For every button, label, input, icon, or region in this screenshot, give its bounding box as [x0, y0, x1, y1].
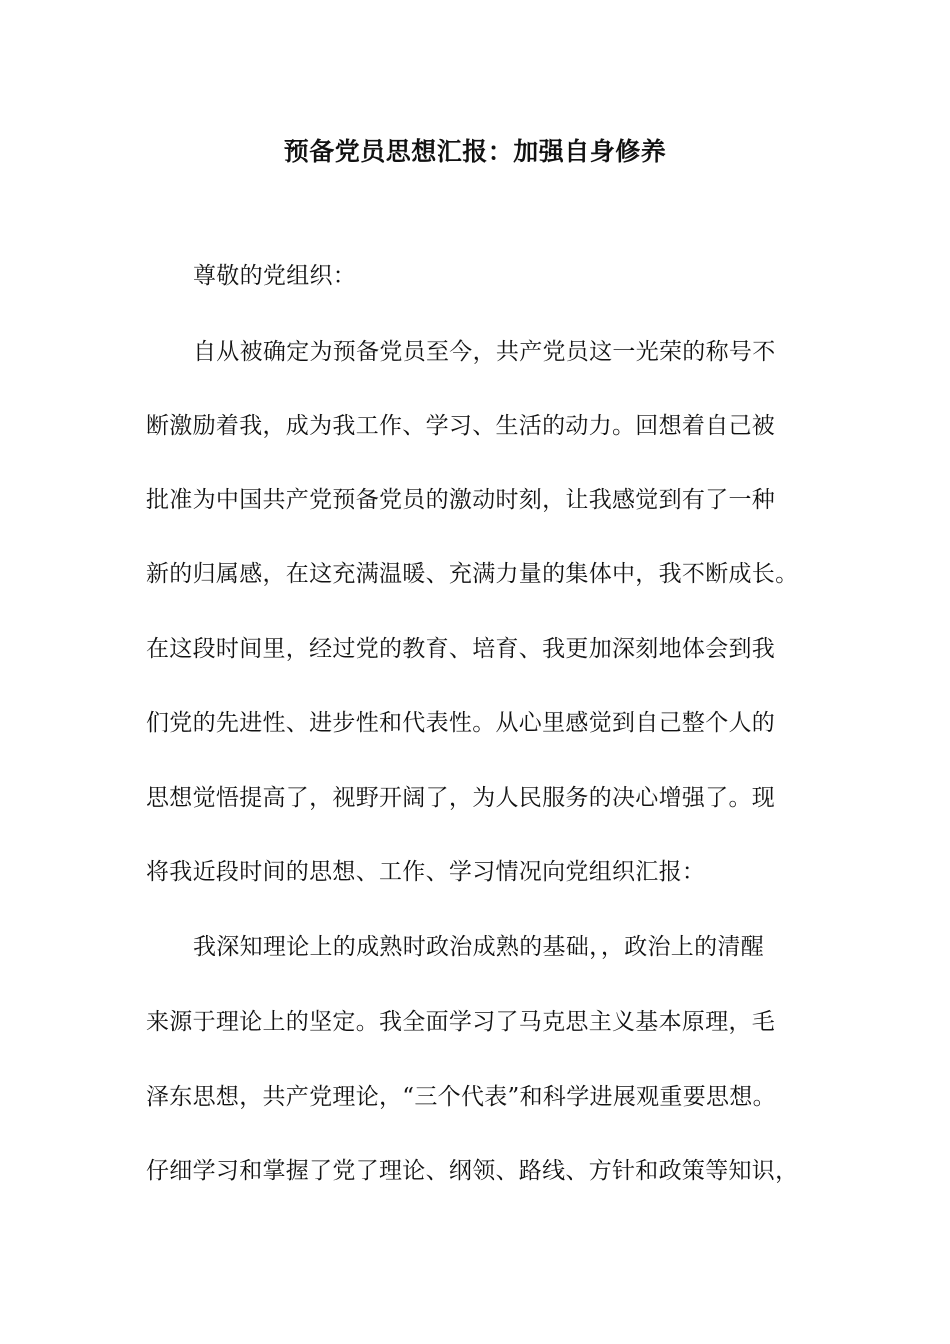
paragraph-line: 仔细学习和掌握了党了理论、纲领、路线、方针和政策等知识，	[146, 1158, 799, 1184]
paragraph-line: 泽东思想，共产党理论，“三个代表”和科学进展观重要思想。	[146, 1084, 776, 1110]
paragraph-line: 在这段时间里，经过党的教育、培育、我更加深刻地体会到我	[146, 636, 776, 662]
paragraph-line: 思想觉悟提高了，视野开阔了，为人民服务的决心增强了。现	[146, 785, 776, 811]
paragraph-line: 们党的先进性、进步性和代表性。从心里感觉到自己整个人的	[146, 710, 776, 736]
paragraph-line: 我深知理论上的成熟时政治成熟的基础，，政治上的清醒	[193, 934, 764, 960]
paragraph-line: 批准为中国共产党预备党员的激动时刻，让我感觉到有了一种	[146, 487, 776, 513]
paragraph-line: 新的归属感，在这充满温暖、充满力量的集体中，我不断成长。	[146, 561, 799, 587]
paragraph-line: 自从被确定为预备党员至今，共产党员这一光荣的称号不	[193, 339, 776, 365]
paragraph-line: 将我近段时间的思想、工作、学习情况向党组织汇报：	[146, 859, 706, 885]
paragraph-line: 断激励着我，成为我工作、学习、生活的动力。回想着自己被	[146, 413, 776, 439]
document-title: 预备党员思想汇报：加强自身修养	[283, 137, 667, 166]
paragraph-line: 来源于理论上的坚定。我全面学习了马克思主义基本原理，毛	[146, 1009, 776, 1035]
salutation: 尊敬的党组织：	[193, 263, 357, 289]
